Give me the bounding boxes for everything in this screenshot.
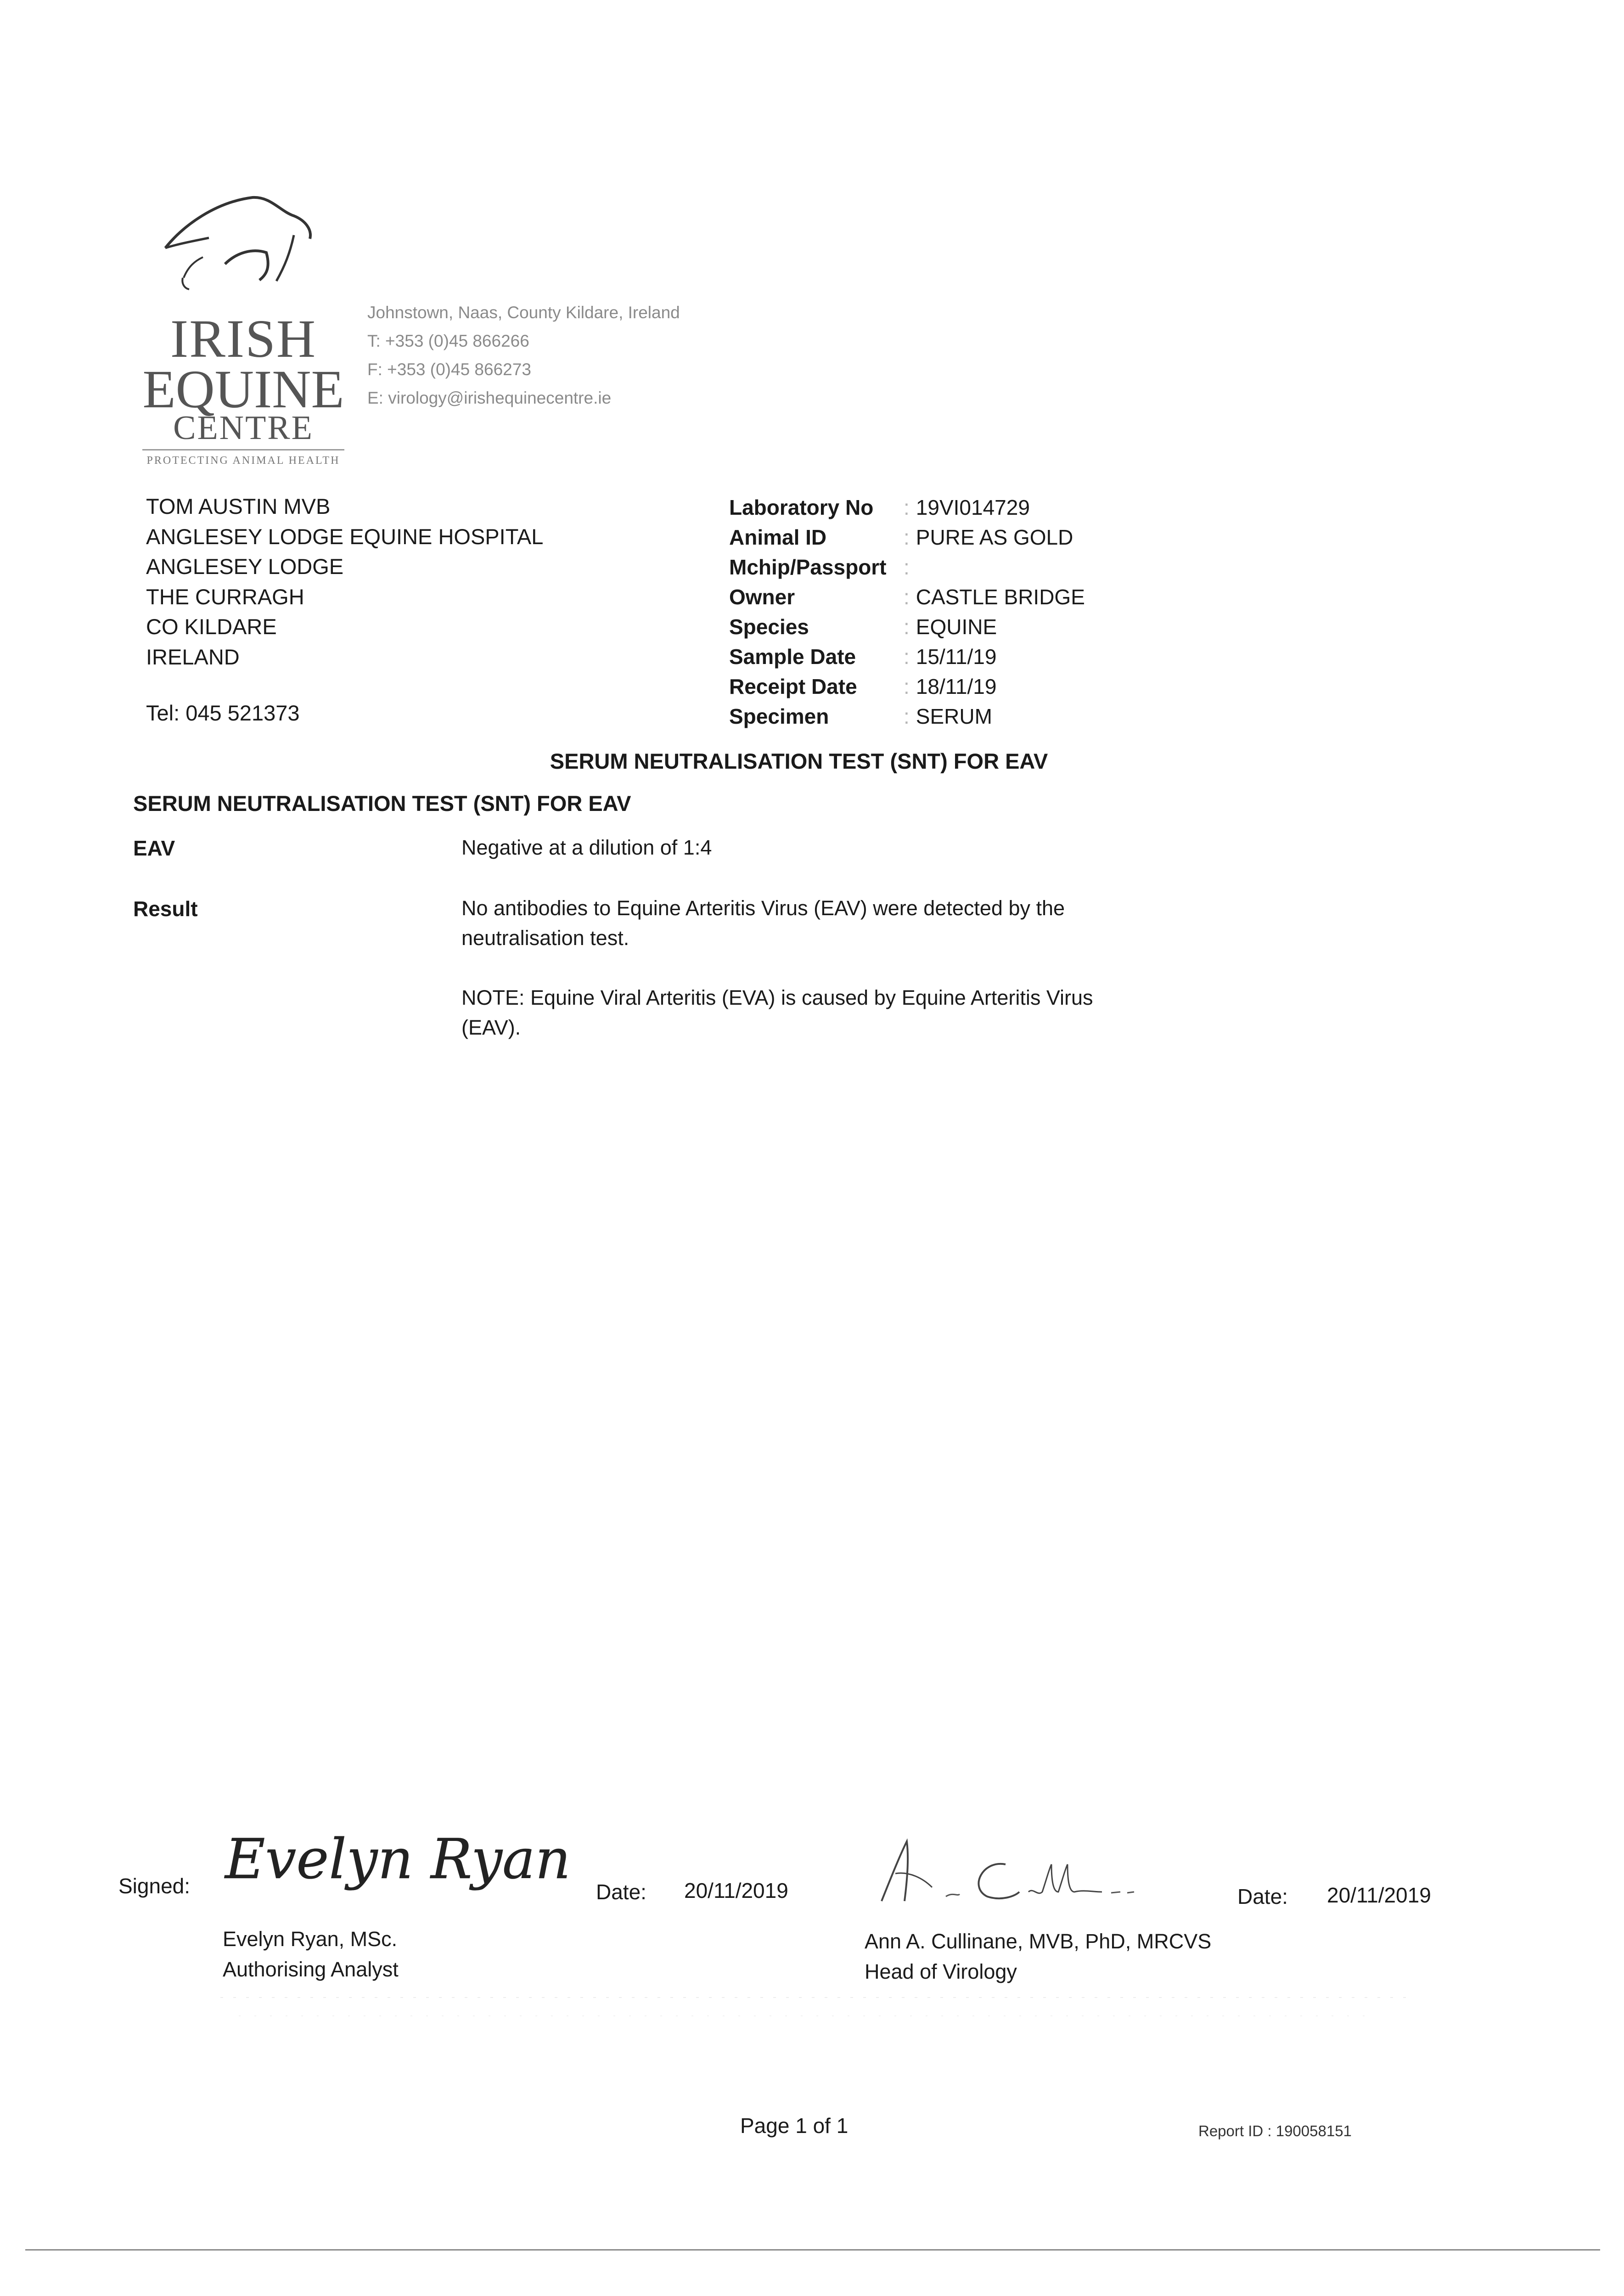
- field-value: PURE AS GOLD: [916, 525, 1073, 549]
- field-label: Specimen: [729, 704, 829, 728]
- recipient-line: TOM AUSTIN MVB: [146, 494, 331, 518]
- logo-word-irish: IRISH: [170, 309, 317, 369]
- logo-divider: [142, 449, 344, 450]
- field-label: Owner: [729, 585, 795, 609]
- report-title: SERUM NEUTRALISATION TEST (SNT) FOR EAV: [550, 749, 1048, 773]
- contact-address: Johnstown, Naas, County Kildare, Ireland: [367, 303, 680, 322]
- signer-2-name: Ann A. Cullinane, MVB, PhD, MRCVS: [865, 1930, 1212, 1953]
- note-text: [461, 983, 1196, 1042]
- signature-evelyn-ryan: [216, 1818, 571, 1910]
- result-label: Result: [133, 897, 198, 921]
- field-label: Animal ID: [729, 525, 827, 549]
- eav-value: Negative at a dilution of 1:4: [461, 836, 712, 859]
- signer-2: [865, 1926, 1211, 1987]
- signer-1-name: Evelyn Ryan, MSc.: [223, 1927, 398, 1951]
- field-value: 15/11/19: [916, 645, 997, 669]
- report-id: Report ID : 190058151: [1198, 2122, 1352, 2139]
- field-value: 19VI014729: [916, 495, 1030, 519]
- field-label: Species: [729, 615, 809, 639]
- contact-fax: F: +353 (0)45 866273: [367, 360, 531, 379]
- field-label: Receipt Date: [729, 675, 857, 698]
- field-label: Mchip/Passport: [729, 555, 887, 579]
- recipient-line: ANGLESEY LODGE EQUINE HOSPITAL: [146, 524, 544, 549]
- signer-1: [223, 1924, 399, 1985]
- logo-word-equine: EQUINE: [142, 359, 344, 419]
- signature-1-text: Evelyn Ryan: [225, 1828, 571, 1891]
- result-text: [461, 893, 1196, 953]
- irish-equine-centre-logo: [138, 184, 349, 468]
- recipient-address: [146, 491, 543, 672]
- date-label-1: Date:: [596, 1880, 646, 1904]
- recipient-line: THE CURRAGH: [146, 584, 304, 609]
- contact-phone: T: +353 (0)45 866266: [367, 332, 529, 350]
- signed-label: Signed:: [118, 1874, 191, 1898]
- contact-block: [367, 298, 680, 412]
- field-value: EQUINE: [916, 615, 997, 639]
- horse-icon: [156, 184, 321, 303]
- date-2: 20/11/2019: [1327, 1883, 1431, 1907]
- result-line: neutralisation test.: [461, 926, 629, 950]
- logo-tagline: PROTECTING ANIMAL HEALTH: [146, 455, 340, 467]
- recipient-tel: Tel: 045 521373: [146, 701, 300, 725]
- signer-1-title: Authorising Analyst: [223, 1958, 399, 1981]
- footer-rule: [25, 2249, 1600, 2251]
- signer-2-title: Head of Virology: [865, 1960, 1017, 1983]
- note-line: NOTE: Equine Viral Arteritis (EVA) is caused by Equine Arteritis Virus: [461, 986, 1093, 1009]
- logo-word-centre: CENTRE: [173, 409, 314, 447]
- section-title: SERUM NEUTRALISATION TEST (SNT) FOR EAV: [133, 791, 631, 816]
- date-label-2: Date:: [1237, 1885, 1288, 1908]
- recipient-line: CO KILDARE: [146, 614, 277, 639]
- contact-email: E: virology@irishequinecentre.ie: [367, 388, 612, 407]
- note-line: (EAV).: [461, 1016, 521, 1039]
- field-label: Sample Date: [729, 645, 856, 669]
- signature-ann-cullinane: [863, 1828, 1157, 1919]
- page-number: Page 1 of 1: [740, 2114, 849, 2138]
- field-value: CASTLE BRIDGE: [916, 585, 1085, 609]
- eav-label: EAV: [133, 836, 175, 860]
- date-1: 20/11/2019: [684, 1879, 788, 1902]
- recipient-line: IRELAND: [146, 644, 240, 669]
- field-value: SERUM: [916, 704, 992, 728]
- result-line: No antibodies to Equine Arteritis Virus (EAV) were detected by the: [461, 896, 1065, 920]
- field-label: Laboratory No: [729, 495, 874, 519]
- field-value: 18/11/19: [916, 675, 997, 698]
- scan-smudge: [220, 1988, 1414, 2025]
- recipient-line: ANGLESEY LODGE: [146, 554, 344, 579]
